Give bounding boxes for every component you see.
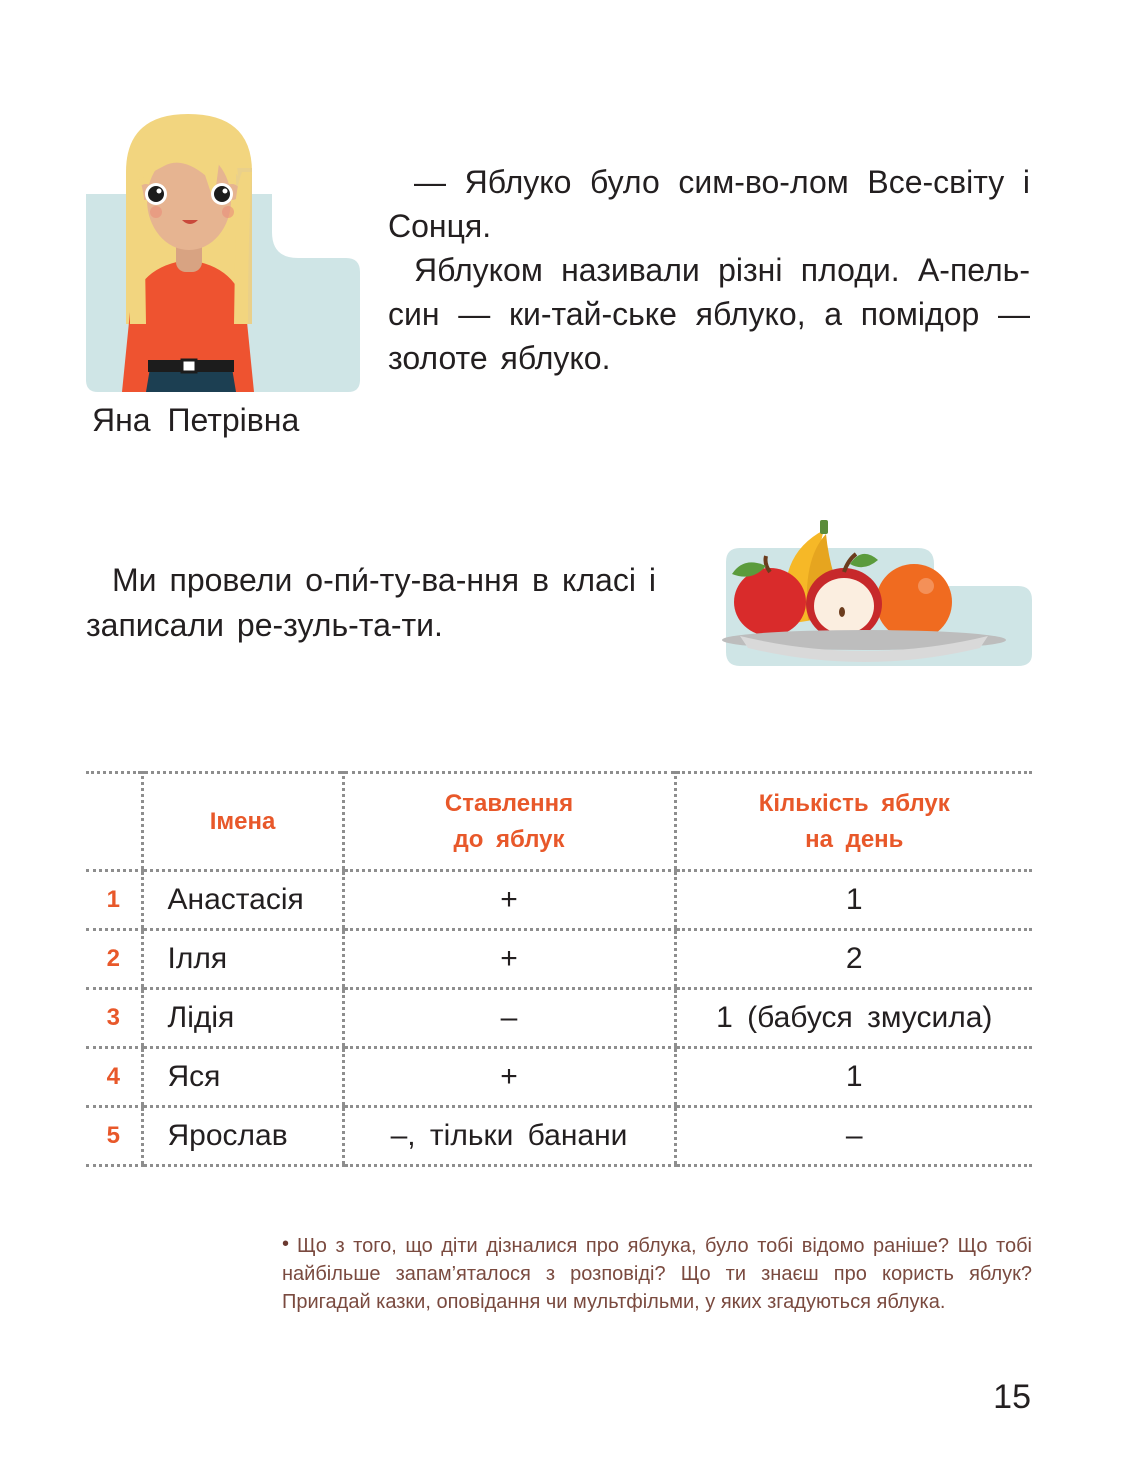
table-row — [86, 930, 1032, 989]
survey-results-table — [86, 771, 1032, 1167]
row-attitude: + — [343, 930, 675, 989]
row-count: 1 (бабуся змусила) — [675, 989, 1032, 1048]
row-number: 2 — [86, 930, 142, 989]
row-number: 1 — [86, 871, 142, 930]
fruit-bowl-illustration — [722, 516, 1034, 670]
row-count: 1 — [675, 1048, 1032, 1107]
teacher-portrait-illustration — [86, 112, 360, 394]
header-number — [86, 773, 142, 871]
table-header-row — [86, 773, 1032, 871]
page-number: 15 — [993, 1378, 1031, 1416]
question-text: Що з того, що діти дізналися про яблука, було тобі відомо раніше? Що тобі найбільше запам’яталося з розповіді? Що ти знаєш про користь яблук? Пригадай казки, оповідання чи мультфільми, у яких згадуються яблука. — [282, 1235, 1032, 1313]
row-count: – — [675, 1107, 1032, 1166]
row-attitude: + — [343, 871, 675, 930]
table-row — [86, 1107, 1032, 1166]
row-name: Лідія — [142, 989, 343, 1048]
row-number: 5 — [86, 1107, 142, 1166]
row-attitude: –, тільки банани — [343, 1107, 675, 1166]
row-number: 4 — [86, 1048, 142, 1107]
row-attitude: – — [343, 989, 675, 1048]
row-count: 2 — [675, 930, 1032, 989]
header-attitude: Ставлення до яблук — [343, 773, 675, 871]
teacher-name: Яна Петрівна — [92, 402, 300, 438]
row-number: 3 — [86, 989, 142, 1048]
header-count: Кількість яблук на день — [675, 773, 1032, 871]
story-text — [388, 160, 1030, 380]
table-row — [86, 1048, 1032, 1107]
discussion-question — [282, 1232, 1032, 1316]
row-count: 1 — [675, 871, 1032, 930]
header-names: Імена — [142, 773, 343, 871]
row-name: Ілля — [142, 930, 343, 989]
row-attitude: + — [343, 1048, 675, 1107]
row-name: Анастасія — [142, 871, 343, 930]
table-row — [86, 871, 1032, 930]
row-name: Ярослав — [142, 1107, 343, 1166]
bullet-icon: • — [282, 1233, 290, 1255]
row-name: Яся — [142, 1048, 343, 1107]
story-paragraph-1: — Яблуко було сим-во-лом Все-світу і Сонця. — [388, 164, 1030, 244]
story-paragraph-2: Яблуком називали різні плоди. А-пель-син — ки-тай-ське яблуко, а помідор — золоте яблуко. — [388, 252, 1030, 376]
survey-intro-text: Ми провели о-пи́-ту-ва-ння в класі і записали ре-зуль-та-ти. — [86, 562, 656, 643]
table-row — [86, 989, 1032, 1048]
